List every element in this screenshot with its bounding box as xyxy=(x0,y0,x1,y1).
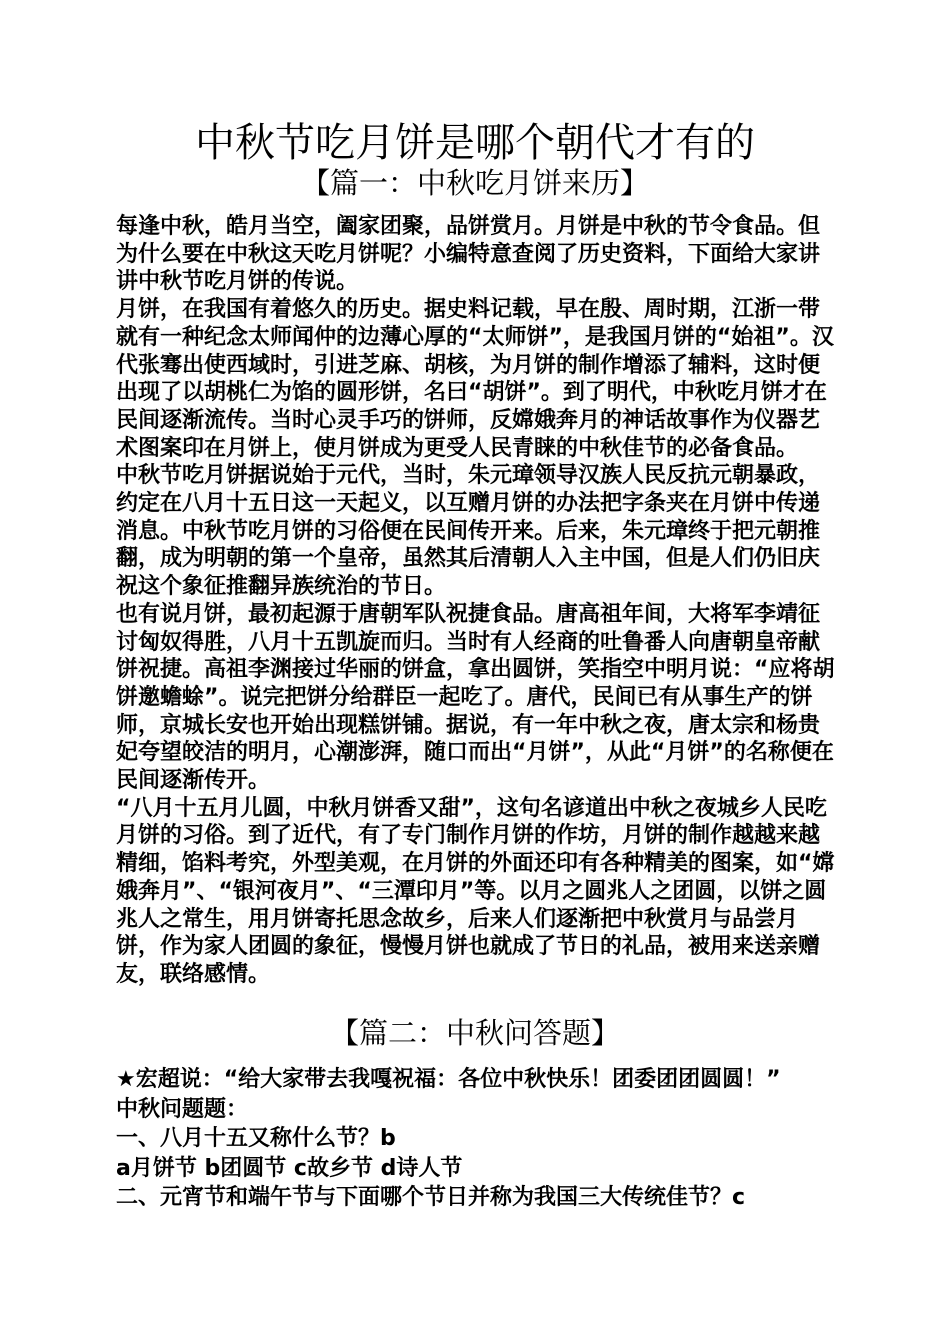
paragraph: 每逢中秋，皓月当空，阖家团聚，品饼赏月。月饼是中秋的节令食品。但为什么要在中秋这天吃月饼呢？小编特意查阅了历史资料，下面给大家讲讲中秋节吃月饼的传说。 xyxy=(116,214,821,295)
qa-line: a月饼节 b团圆节 c故乡节 d诗人节 xyxy=(116,1155,463,1181)
section-heading-2: 【篇二：中秋问答题】 xyxy=(329,1016,620,1050)
paragraph: 中秋节吃月饼据说始于元代，当时，朱元璋领导汉族人民反抗元朝暴政，约定在八月十五日这一天起义，以互赠月饼的办法把字条夹在月饼中传递消息。中秋节吃月饼的习俗便在民间传开来。后来，朱元璋终于把元朝推翻，成为明朝的第一个皇帝，虽然其后清朝人入主中国，但是人们仍旧庆祝这个象征推翻异族统治的节日。 xyxy=(116,463,821,600)
paragraph: 月饼，在我国有着悠久的历史。据史料记载，早在殷、周时期，江浙一带就有一种纪念太师闻仲的边薄心厚的“太师饼”，是我国月饼的“始祖”。汉代张骞出使西域时，引进芝麻、胡核，为月饼的制作增添了辅料，这时便出现了以胡桃仁为馅的圆形饼，名曰“胡饼”。到了明代，中秋吃月饼才在民间逐渐流传。当时心灵手巧的饼师，反嫦娥奔月的神话故事作为仪器艺术图案印在月饼上，使月饼成为更受人民青睐的中秋佳节的必备食品。 xyxy=(116,297,834,461)
qa-line: 二、元宵节和端午节与下面哪个节日并称为我国三大传统佳节？c xyxy=(116,1185,746,1210)
qa-line: ★宏超说：“给大家带去我嘎祝福：各位中秋快乐！团委团团圆圆！” xyxy=(116,1067,781,1092)
section-heading-1: 【篇一：中秋吃月饼来历】 xyxy=(300,166,649,200)
paragraph: 也有说月饼，最初起源于唐朝军队祝捷食品。唐高祖年间，大将军李靖征讨匈奴得胜，八月十五凯旋而归。当时有人经商的吐鲁番人向唐朝皇帝献饼祝捷。高祖李渊接过华丽的饼盒，拿出圆饼，笑指空中明月说：“应将胡饼邀蟾蜍”。说完把饼分给群臣一起吃了。唐代，民间已有从事生产的饼师，京城长安也开始出现糕饼铺。据说，有一年中秋之夜，唐太宗和杨贵妃夸望皎洁的明月，心潮澎湃，随口而出“月饼”，从此“月饼”的名称便在民间逐渐传开。 xyxy=(116,601,835,794)
qa-line: 中秋问题题： xyxy=(116,1096,249,1122)
document-title: 中秋节吃月饼是哪个朝代才有的 xyxy=(195,120,755,166)
paragraph: “八月十五月儿圆，中秋月饼香又甜”，这句名谚道出中秋之夜城乡人民吃月饼的习俗。到了近代，有了专门制作月饼的作坊，月饼的制作越越来越精细，馅料考究，外型美观，在月饼的外面还印有各种精美的图案，如“嫦娥奔月”、“银河夜月”、“三潭印月”等。以月之圆兆人之团圆，以饼之圆兆人之常生，用月饼寄托思念故乡，后来人们逐渐把中秋赏月与品尝月饼，作为家人团圆的象征，慢慢月饼也就成了节日的礼品，被用来送亲赠友，联络感情。 xyxy=(116,795,835,987)
section-1-body xyxy=(116,213,838,989)
section-2-body xyxy=(116,1065,846,1213)
qa-line: 一、八月十五又称什么节？b xyxy=(116,1126,396,1151)
